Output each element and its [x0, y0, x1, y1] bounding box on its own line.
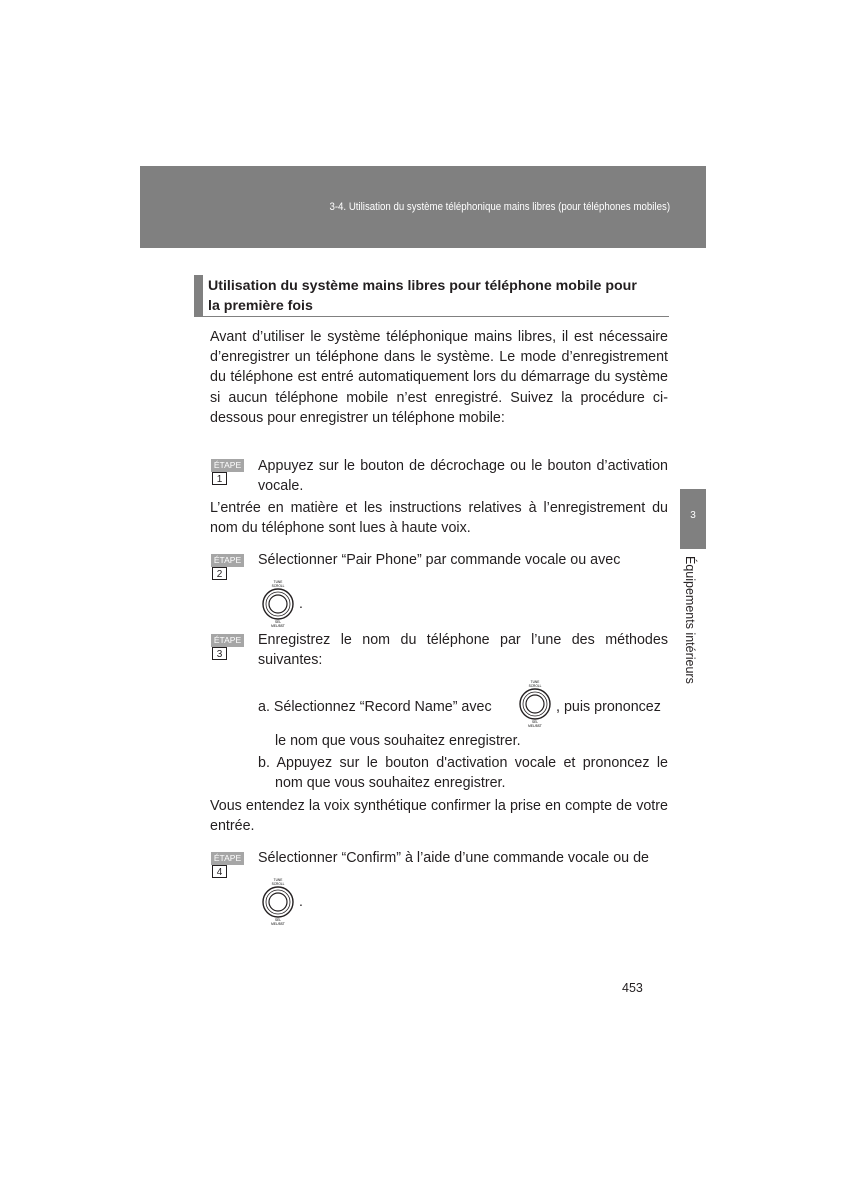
- option-b-line2: nom que vous souhaitez enregistrer.: [275, 775, 506, 791]
- tune-scroll-knob-icon: [253, 876, 303, 926]
- option-a-start: a. Sélectionnez “Record Name” avec: [258, 699, 492, 715]
- chapter-title-vertical: [683, 556, 703, 696]
- option-a-continued: le nom que vous souhaitez enregistrer.: [275, 733, 521, 749]
- step-text-4: Sélectionner “Confirm” à l’aide d’une commande vocale ou de: [258, 850, 649, 866]
- chapter-number: 3: [690, 510, 696, 521]
- knob-label: TUNE: [530, 680, 540, 684]
- period: .: [299, 595, 303, 611]
- step-number: 3: [212, 647, 227, 660]
- step-badge-3: [211, 634, 256, 660]
- step-number: 4: [212, 865, 227, 878]
- header-band: [140, 166, 706, 248]
- step-label: ÉTAPE: [211, 852, 244, 865]
- tune-scroll-knob-icon: [510, 678, 560, 728]
- knob-label: SEL: [274, 918, 282, 922]
- note-after-step1: L’entrée en matière et les instructions relatives à l’enregistrement du nom du téléphone sont lues à haute voix.: [210, 500, 668, 537]
- step-text-1: Appuyez sur le bouton de décrochage ou le bouton d’activation vocale.: [258, 458, 668, 495]
- step-label: ÉTAPE: [211, 459, 244, 472]
- chapter-title: Équipements intérieurs: [683, 556, 697, 684]
- page-number: 453: [622, 981, 643, 995]
- step-number: 2: [212, 567, 227, 580]
- intro-paragraph: Avant d’utiliser le système téléphonique mains libres, il est nécessaire d’enregistrer un téléphone dans le système. Le mode d’enregistrement du téléphone est entré automatiquement lors du démarrage du système si aucun téléphone mobile n’est enregistré. Suivez la procédure ci-dessous pour enregistrer un téléphone mobile:: [210, 329, 668, 426]
- option-b-line1: b. Appuyez sur le bouton d'activation vocale et prononcez le: [258, 755, 668, 771]
- step-badge-4: [211, 852, 256, 878]
- step-badge-1: [211, 459, 256, 485]
- step-number: 1: [212, 472, 227, 485]
- section-heading-line2: la première fois: [208, 298, 313, 314]
- knob-label: SEL: [274, 620, 282, 624]
- knob-label: SCROLL: [528, 684, 542, 688]
- step-label: ÉTAPE: [211, 554, 244, 567]
- period: .: [299, 893, 303, 909]
- chapter-tab: [680, 489, 706, 549]
- knob-label: SCROLL: [271, 882, 285, 886]
- section-heading-line1: Utilisation du système mains libres pour téléphone mobile pour: [208, 278, 637, 294]
- step-text-3: Enregistrez le nom du téléphone par l’une des méthodes suivantes:: [258, 632, 668, 669]
- knob-label: MEL/BST: [271, 624, 285, 628]
- knob-label: MEL/BST: [528, 724, 542, 728]
- knob-label: SCROLL: [271, 584, 285, 588]
- section-heading: [194, 275, 669, 317]
- knob-label: MEL/BST: [271, 922, 285, 926]
- running-header: 3-4. Utilisation du système téléphonique mains libres (pour téléphones mobiles): [329, 201, 670, 213]
- step-badge-2: [211, 554, 256, 580]
- tune-scroll-knob-icon: [253, 578, 303, 628]
- note-after-step3: Vous entendez la voix synthétique confirmer la prise en compte de votre entrée.: [210, 798, 668, 835]
- knob-label: SEL: [531, 720, 539, 724]
- knob-label: TUNE: [273, 878, 283, 882]
- step-label: ÉTAPE: [211, 634, 244, 647]
- knob-label: TUNE: [273, 580, 283, 584]
- option-a-end: , puis prononcez: [556, 699, 661, 715]
- step-text-2: Sélectionner “Pair Phone” par commande vocale ou avec: [258, 552, 621, 568]
